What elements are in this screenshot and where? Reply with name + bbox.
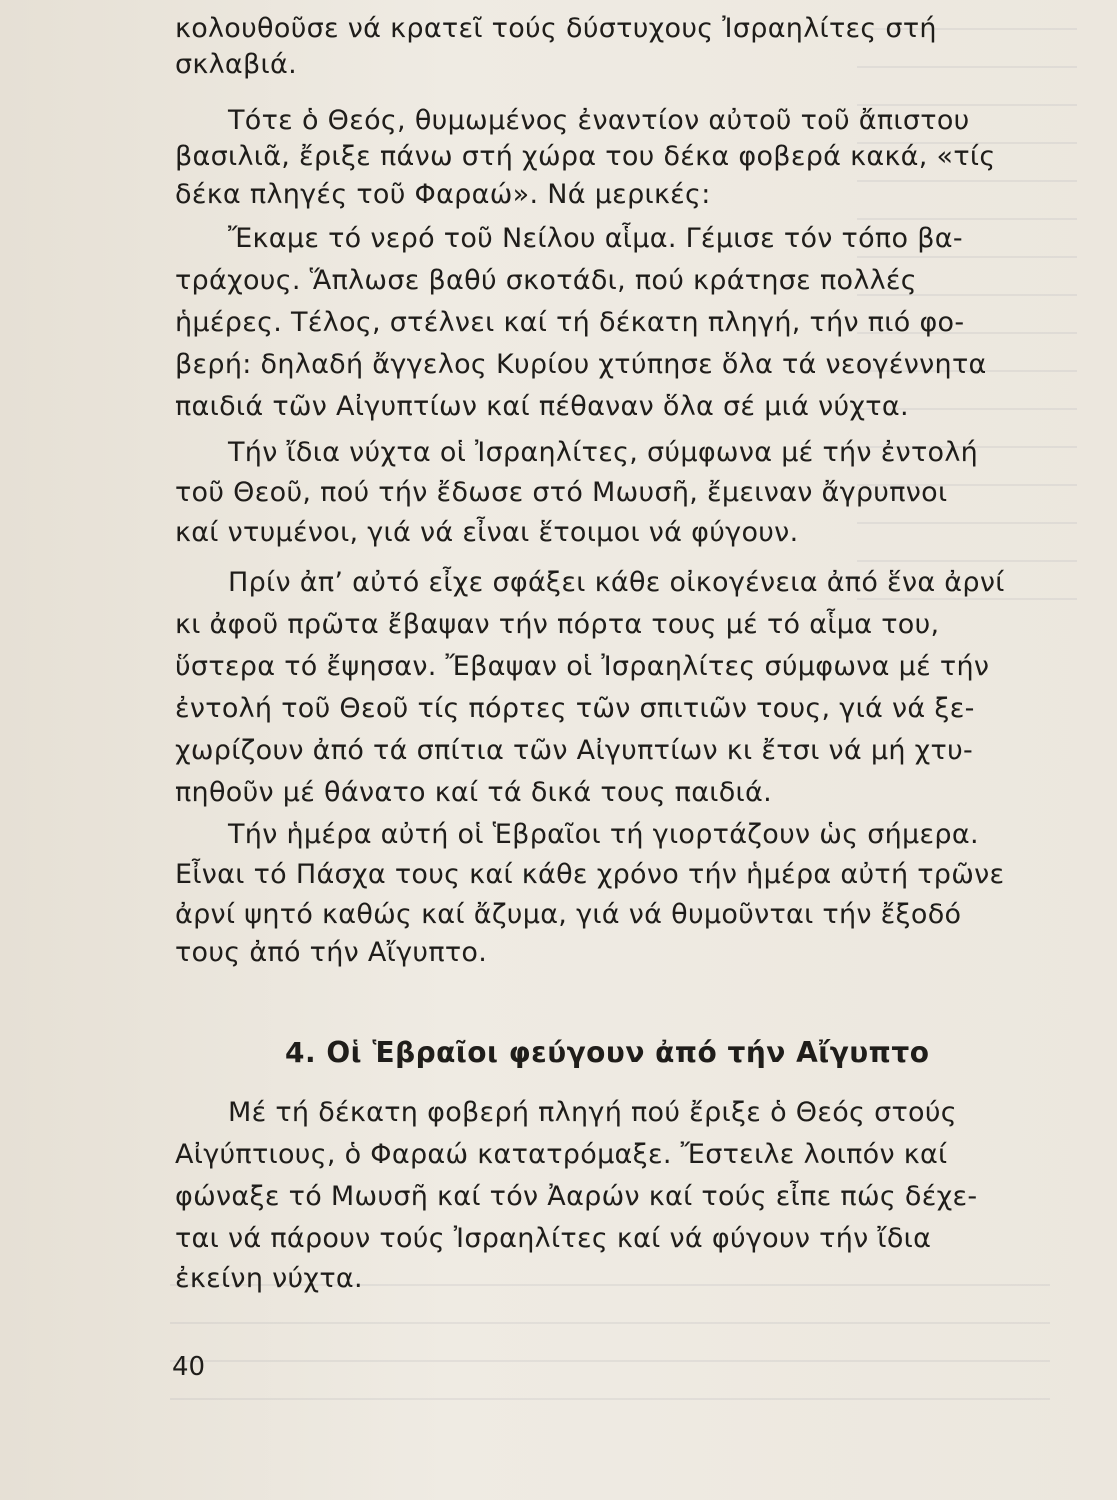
text-line: βασιλιᾶ, ἔριξε πάνω στή χώρα του δέκα φοβερά κακά, «τίς (175, 141, 996, 172)
text-line: φώναξε τό Μωυσῆ καί τόν Ἀαρών καί τούς εἶπε πώς δέχε- (175, 1181, 978, 1212)
text-line: Εἶναι τό Πάσχα τους καί κάθε χρόνο τήν ἡμέρα αὐτή τρῶνε (175, 859, 1005, 890)
page-number: 40 (172, 1352, 206, 1382)
text-line: τοῦ Θεοῦ, πού τήν ἔδωσε στό Μωυσῆ, ἔμειναν ἄγρυπνοι (175, 477, 948, 508)
section-heading: 4. Οἱ Ἑβραῖοι φεύγουν ἀπό τήν Αἴγυπτο (285, 1036, 930, 1069)
text-line: ται νά πάρουν τούς Ἰσραηλίτες καί νά φύγουν τήν ἴδια (175, 1223, 932, 1254)
text-line: καί ντυμένοι, γιά νά εἶναι ἕτοιμοι νά φύγουν. (175, 517, 799, 548)
paragraph-start: Ἔκαμε τό νερό τοῦ Νείλου αἷμα. Γέμισε τόν τόπο βα- (228, 223, 963, 254)
text-line: ἀρνί ψητό καθώς καί ἄζυμα, γιά νά θυμοῦνται τήν ἔξοδό (175, 899, 962, 930)
text-line: ἐκείνη νύχτα. (175, 1263, 363, 1294)
text-line: κολουθοῦσε νά κρατεῖ τούς δύστυχους Ἰσραηλίτες στή (175, 13, 937, 44)
paragraph-start: Τήν ἴδια νύχτα οἱ Ἰσραηλίτες, σύμφωνα μέ τήν ἐντολή (228, 437, 979, 468)
text-line: πηθοῦν μέ θάνατο καί τά δικά τους παιδιά. (175, 777, 772, 808)
paragraph-start: Μέ τή δέκατη φοβερή πληγή πού ἔριξε ὁ Θεός στούς (228, 1097, 957, 1128)
text-line: παιδιά τῶν Αἰγυπτίων καί πέθαναν ὅλα σέ μιά νύχτα. (175, 391, 909, 422)
text-line: βερή: δηλαδή ἄγγελος Κυρίου χτύπησε ὅλα τά νεογέννητα (175, 349, 987, 380)
text-line: σκλαβιά. (175, 49, 297, 80)
text-line: τους ἀπό τήν Αἴγυπτο. (175, 937, 488, 968)
paragraph-start: Τήν ἡμέρα αὐτή οἱ Ἑβραῖοι τή γιορτάζουν ὡς σήμερα. (228, 819, 979, 850)
text-line: Αἰγύπτιους, ὁ Φαραώ κατατρόμαξε. Ἔστειλε λοιπόν καί (175, 1139, 948, 1170)
text-line: κι ἀφοῦ πρῶτα ἔβαψαν τήν πόρτα τους μέ τό αἷμα του, (175, 609, 940, 640)
paragraph-start: Τότε ὁ Θεός, θυμωμένος ἐναντίον αὐτοῦ τοῦ ἄπιστου (228, 105, 970, 136)
bleed-through-text (857, 0, 1077, 600)
text-line: ἡμέρες. Τέλος, στέλνει καί τή δέκατη πληγή, τήν πιό φο- (175, 307, 965, 338)
paragraph-start: Πρίν ἀπ’ αὐτό εἶχε σφάξει κάθε οἰκογένεια ἀπό ἕνα ἀρνί (228, 567, 1005, 598)
text-line: ἐντολή τοῦ Θεοῦ τίς πόρτες τῶν σπιτιῶν τους, γιά νά ξε- (175, 693, 975, 724)
text-line: τράχους. Ἅπλωσε βαθύ σκοτάδι, πού κράτησε πολλές (175, 265, 917, 296)
text-line: ὕστερα τό ἔψησαν. Ἔβαψαν οἱ Ἰσραηλίτες σύμφωνα μέ τήν (175, 651, 990, 682)
text-line: δέκα πληγές τοῦ Φαραώ». Νά μερικές: (175, 179, 711, 210)
text-line: χωρίζουν ἀπό τά σπίτια τῶν Αἰγυπτίων κι ἔτσι νά μή χτυ- (175, 735, 974, 766)
